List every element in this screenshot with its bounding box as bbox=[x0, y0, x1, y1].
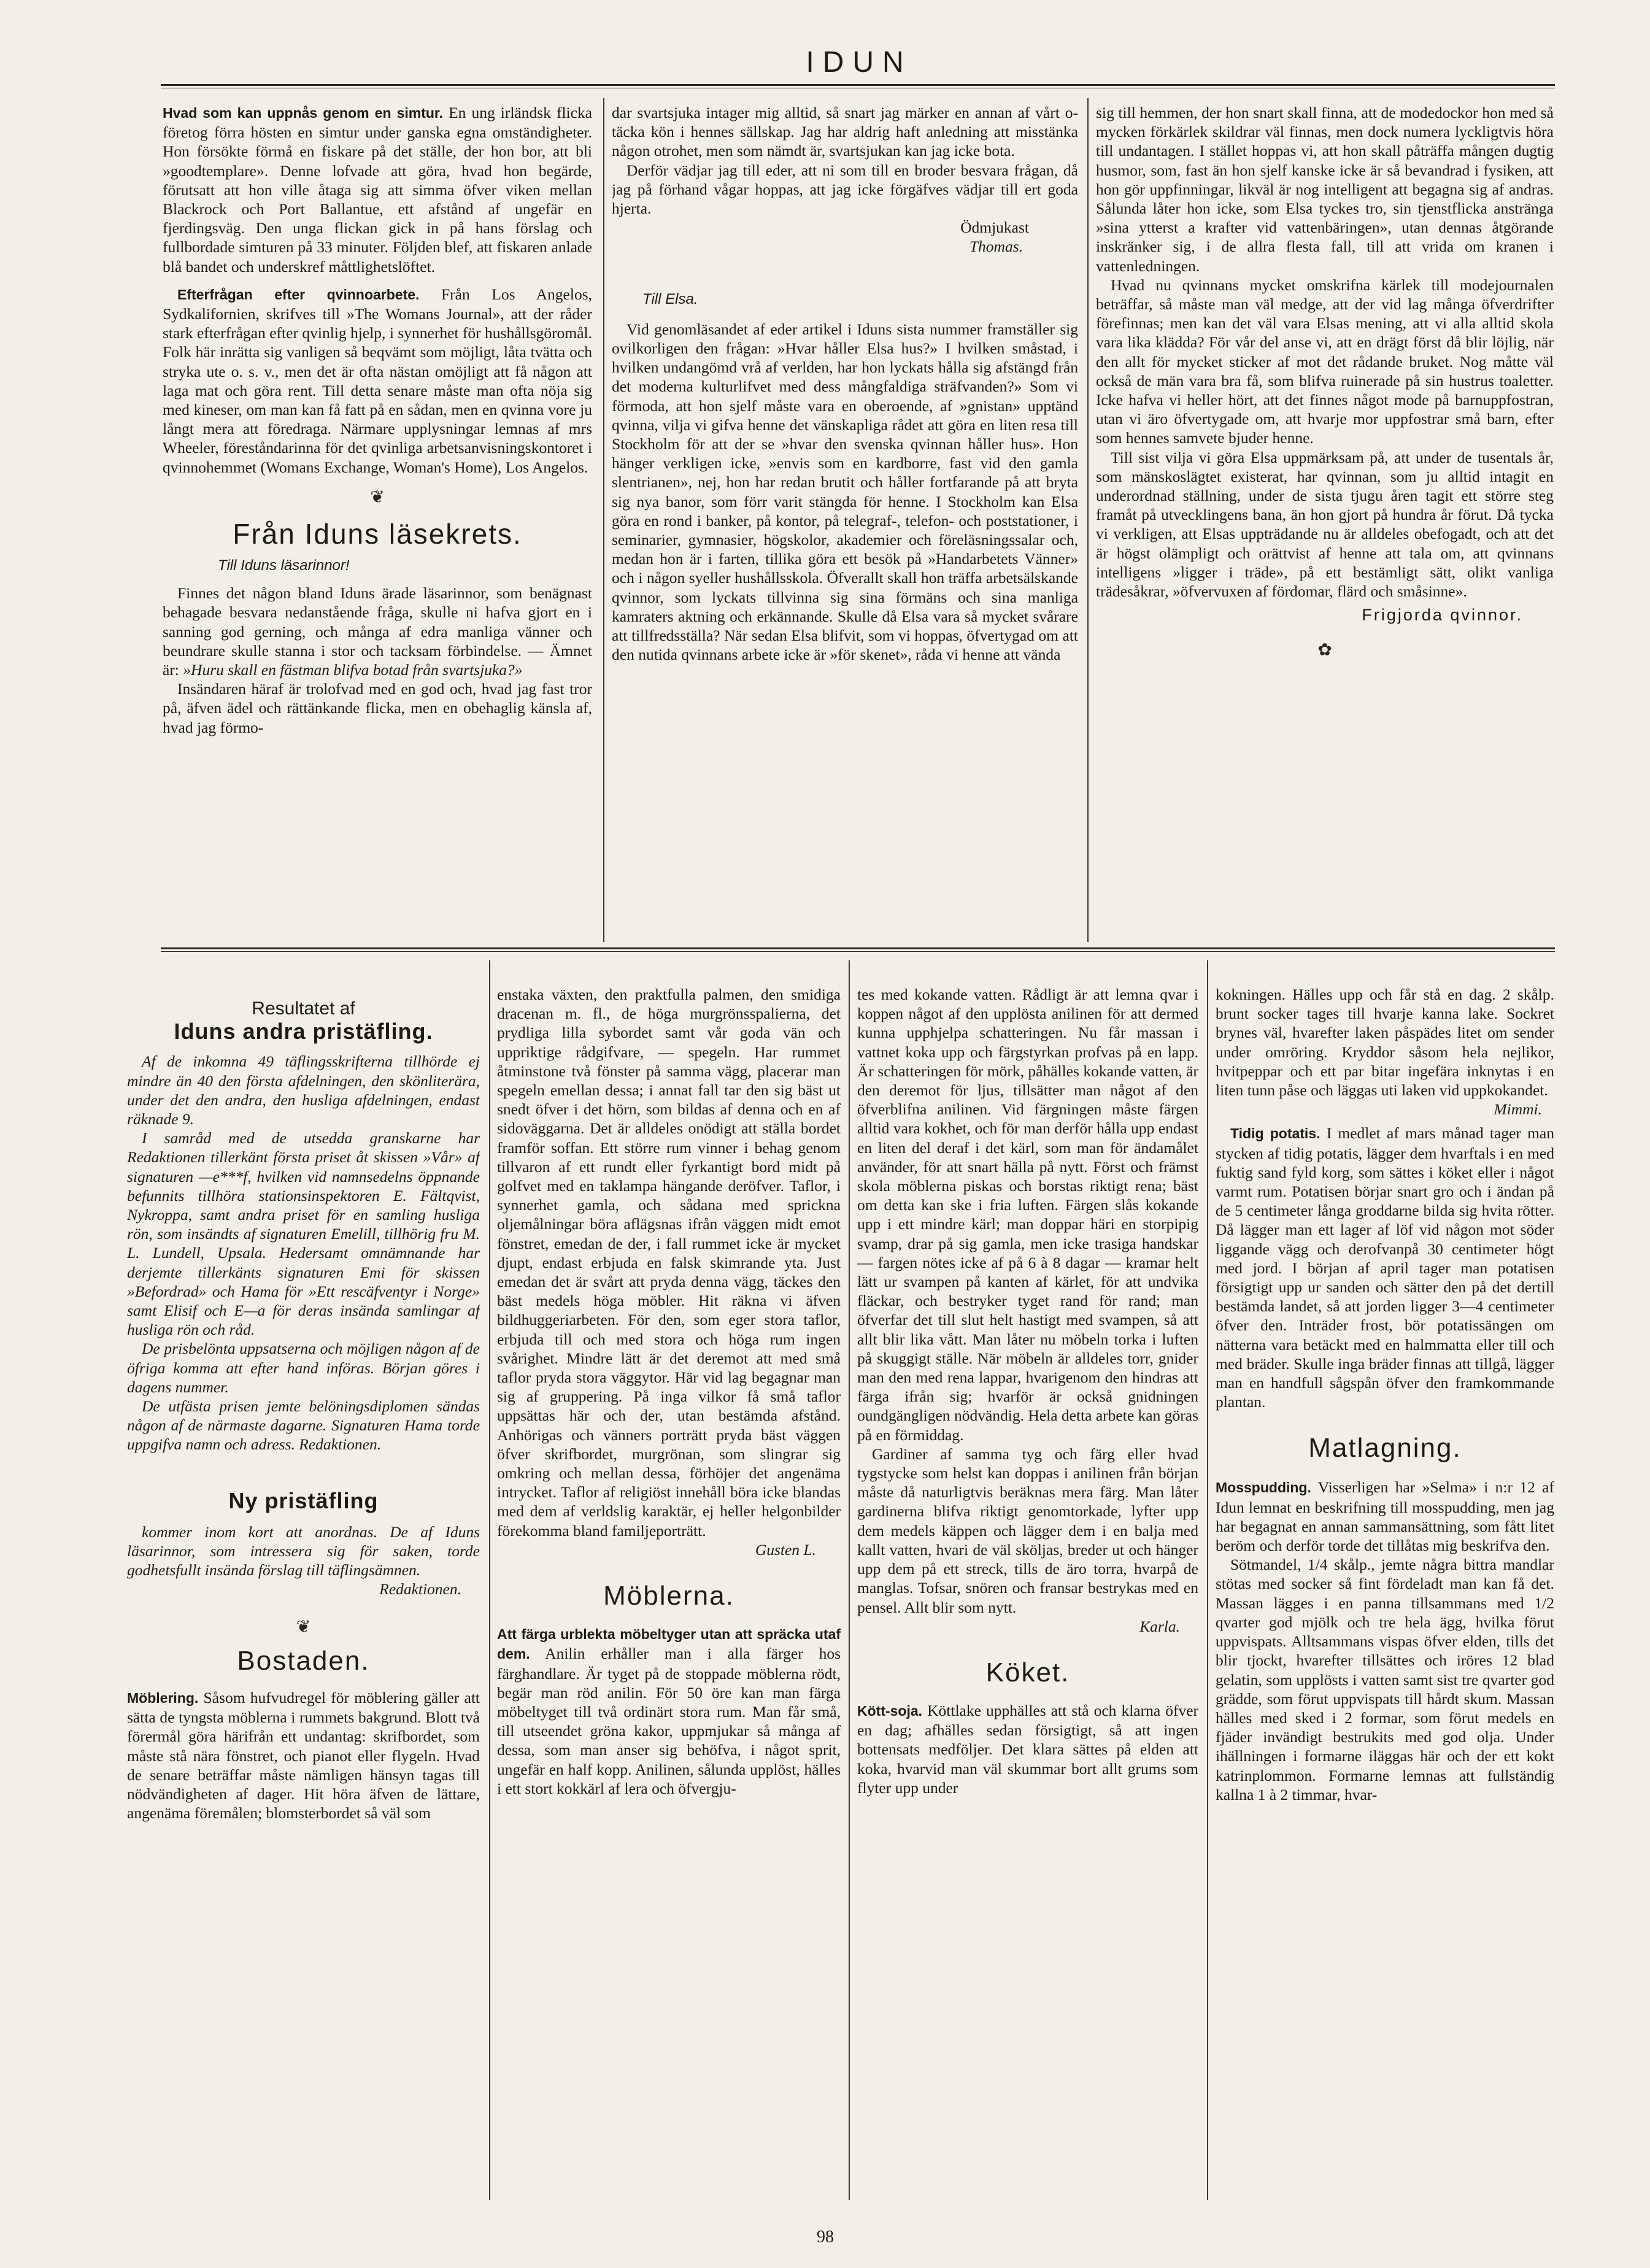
article-paragraph: Gardiner af samma tyg och färg eller hvad tygstycke som helst kan doppas i anilinen från början måste då naturligtvis beräknas mera färg. Man låter gardinerna blifva riktigt genomtorkade, lyfter upp dem medels käppen och lägger dem i en balja med kallt vatten, hvari de väl sköljas, breder ut och hänger upp dem på ett streck, tills de äro torra, hvarpå de manglas. Tofsar, snören och fransar bestrykas med en pensel. Allt blir som nytt. bbox=[857, 1444, 1198, 1616]
article-text: Finnes det någon bland Iduns ärade läsarinnor, som benägnast behagade besvara nedanstående fråga, skulle ni hafva gjort en i sanning god gerning, och många af edra manliga vänner och beundrare skulle stanna i stor och tacksam förbindelse. — Ämnet är: bbox=[163, 584, 592, 679]
column-5 bbox=[497, 985, 841, 2212]
column-3 bbox=[1096, 103, 1554, 944]
article-paragraph: Vid genomläsandet af eder artikel i Iduns sista nummer framställer sig ovilkorligen den frågan: »Hvar håller Elsa hus?» I hvilken småstad, i hvilken undangömd vrå af verlden, har hon lyckats hålla sig afstängd från det moderna kulturlifvet med dess mångfaldiga sträfvanden?» Som vi förmoda, att hon sjelf måste vara en oberoende, af »gnistan» upptänd qvinna, vilja vi gifva henne det vänskapliga rådet att göra en liten resa till Stockholm för att der se »hvar den svenska qvinnan håller hus». Hon hänger verkligen icke, »envis som en kardborre, fast vid den gamla slentrianen», nej, hon har redan brutit och håller fortfarande på att bryta sig nya banor, som förr varit stängda för henne. I Stockholm kan Elsa göra en rond i banker, på kontor, på telegraf-, telefon- och poststationer, i seminarier, gymnasier, högskolor, akademier och föreläsningssalar och, medan hon är i farten, tillika göra ett besök på »Handarbetets Vänner» och i någon syeller hushållsskola. Öfverallt skall hon träffa arbetsälskande qvinnor, som lyckats tillvinna sig sina förmäns och sina manliga kamraters aktning och erkännande. Skulle då Elsa vara så mycket svårare att tillfredsställa? När sedan Elsa blifvit, som vi hoppas, öfvertygad om att den nutida qvinnans arbete icke är »för skenet», råda vi henne att vända bbox=[612, 320, 1078, 664]
article-paragraph bbox=[1216, 1124, 1554, 1411]
article-text: Anilin erhåller man i alla färger hos färghandlare. Är tyget på de stoppade möblerna rödt, begär man röd anilin. För 50 öre kan man färga möbeltyget till två ordinärt stora rum. Man får små, till utseendet gröna kakor, uppmjukar så många af dessa, som man anser sig behöfva, i något sprit, ungefär en half kopp. Anilinen, sålunda upplöst, hälles i ett stort kokkärl af lera och öfvergju- bbox=[497, 1645, 841, 1797]
article-heading: Hvad som kan uppnås genom en simtur. bbox=[163, 105, 443, 121]
article-paragraph bbox=[497, 1624, 841, 1798]
article-paragraph: kokningen. Hälles upp och får stå en dag. 2 skålp. brunt socker tages till hvarje kanna lake. Sockret brynes väl, hvarefter laken påspädes litet om sender under omröring. Kryddor såsom hela nejlikor, hvitpeppar och ett par bitar ingefära inknytas i en liten tunn påse och läggas uti laken vid uppkokandet. bbox=[1216, 986, 1554, 1100]
article-paragraph: De prisbelönta uppsatserna och möjligen någon af de öfriga komma att efter hand införas. Början göres i dagens nummer. bbox=[127, 1340, 480, 1396]
middle-rule bbox=[161, 947, 1555, 949]
column-divider bbox=[849, 960, 850, 2200]
letter-closing: Ödmjukast bbox=[960, 218, 1029, 237]
signature: Gusten L. bbox=[755, 1540, 816, 1559]
article-heading: Tidig potatis. bbox=[1230, 1125, 1320, 1142]
article-paragraph: enstaka växten, den praktfulla palmen, den smidiga dracenan m. fl., de höga murgrönsspalierna, det prydliga lilla sybordet samt vår goda vän och uppriktige rådgifvare, — spegeln. Har rummet åtminstone två fönster på samma vägg, placerar man spegeln emellan dessa; i annat fall tar den sig bäst ut snedt öfver i det hörn, som bildas af denna och en af sidoväggarna. Det är alldeles onödigt att ställa bordet framför soffan. Ett större rum vinner i behag genom tillvaron af ett rundt eller fyrkantigt bord midt på golfvet med en taklampa hängande deröfver. Taflor, i synnerhet gamla, och sådana med sprickna oljemålningar böra aflägsnas ifrån väggen midt emot fönstret, emedan de der, i fall rummet icke är mycket djupt, endast erbjuda en falsk skimrande yta. Just emedan det är svårt att pryda denna vägg, täckes den bäst medels höga möbler. Hit räkna vi äfven bildhuggeriarbeten. För den, som eger stora taflor, erbjuda till och med stora och höga rum ingen svårighet. Mindre lätt är det deremot att med små taflor pryda stora väggytor. Här vid lag begagnar man sig af gruppering. På inga vilkor få små taflor uppsättas här och der, utan bestämda afstånd. Anhörigas och vänners porträtt pryda bäst väggen öfver skrifbordet, murgrönan, som slingrar sig omkring och mellan dessa, förhöjer det angenäma intrycket. Taflor af religiöst innehåll böra icke blandas med dem af verldslig karaktär, ej heller helgonbilder förekomma bland familjeporträtt. bbox=[497, 986, 841, 1540]
article-paragraph: sig till hemmen, der hon snart skall finna, att de modedockor hon med så mycken förkärlek skildrar väl finnas, men dock numera lyckligtvis höra till undantagen. I stället hoppas vi, att hon skall påträffa mången dugtig husmor, som, fast än hon sjelf kanske icke är så bevandrad i fysiken, att hon gör uppfinningar, likväl är nog intelligent att begagna sig af andras. Sålunda låter hon icke, som Elsa tyckes tro, sin tjenstflicka anstränga »sina ytterst a krafter vid vattenbäringen», utan dennas åtgörande inskränker sig, i de allra flesta fall, till att vrida om kranen i vattenledningen. bbox=[1096, 104, 1554, 275]
column-divider bbox=[489, 960, 490, 2200]
ornament: ✿ bbox=[1317, 641, 1332, 660]
article-paragraph bbox=[857, 1701, 1198, 1797]
article-paragraph: Insändaren häraf är trolofvad med en god och, hvad jag fast tror på, äfven ädel och rättänkande flicka, men en obehaglig känsla af, hvad jag förmo- bbox=[163, 680, 592, 736]
article-text: I medlet af mars månad tager man stycken af tidig potatis, lägger dem hvarftals i en med fuktig sand fyld korg, som sättes i köket eller i något varmt rum. Potatisen börjar snart gro och i ändan på de 5 centimeter långa groddarne bilda sig hvita rötter. Då lägger man ett lager af löf vid någon mot söder liggande vägg och derofvanpå 30 centimeter högt med jord. I början af april tager man potatisen försigtigt upp ur sanden och sätter den på det dertill bestämda landet, så att jorden ligger 3—4 centimeter öfver den. Inträder frost, bör potatissängen om nätterna vara betäckt med en halmmatta eller till och med bräder. Skulle inga bräder finnas att tillgå, lägger man en handfull sågspån öfver den framkommande plantan. bbox=[1216, 1124, 1554, 1411]
article-paragraph bbox=[163, 103, 592, 276]
column-divider bbox=[603, 98, 604, 942]
column-divider bbox=[1207, 960, 1208, 2200]
question-text: »Huru skall en fästman blifva botad från svartsjuka?» bbox=[183, 661, 523, 679]
article-text: Såsom hufvudregel för möblering gäller att sätta de tyngsta möblerna i rummets bakgrund. Blott två förermål göra härifrån ett undantag: skrifbordet, som måste stå nära fönstret, och pianot eller flygeln. Hvad de senare beträffar måste nämligen hänsyn tagas till nödvändigheten af dager. Hit höra äfven de lättare, angenäma föremålen; blomsterbordet så väl som bbox=[127, 1688, 480, 1822]
section-title: Köket. bbox=[985, 1657, 1070, 1688]
article-paragraph: Hvad nu qvinnans mycket omskrifna kärlek till modejournalen beträffar, så måste man väl medge, att der vid lag många öfverdrifter förefinnas; men kan det väl vara Elsas mening, att vi alla alltid skola vara lika klädda? För vår del anse vi, att en drägt först då blir löjlig, när den allt för mycket sticker af mot det rådande bruket. Nog måtte väl också de män vara bra få, som blifva ruinerade på sin hustrus toaletter. Icke hafva vi heller hört, att det finnes något mode på barnuppfostran, utan vi äro öfvertygade om, att hvarje mor uppfostrar små barn, efter som hennes samvete bjuder henne. bbox=[1096, 276, 1554, 447]
article-text: De utfästa prisen jemte belöningsdiplomen sändas någon af de närmaste dagarne. Signaturen Hama torde uppgifva namn och adress. bbox=[127, 1397, 480, 1454]
section-title: Ny pristäfling bbox=[228, 1487, 379, 1513]
article-paragraph: kommer inom kort att anordnas. De af Iduns läsarinnor, som intressera sig för saken, torde godhetsfullt insända förslag till täflingsämnen. bbox=[127, 1522, 480, 1580]
section-title: Matlagning. bbox=[1308, 1433, 1462, 1464]
letter-signature: Thomas. bbox=[969, 237, 1023, 256]
article-paragraph bbox=[163, 285, 592, 477]
letter-signature: Frigjorda qvinnor. bbox=[1362, 606, 1523, 625]
signature: Mimmi. bbox=[1494, 1100, 1542, 1119]
article-text: En ung irländsk flicka företog förra hösten en simtur under ganska egna omständigheter. Hon försökte förmå en fiskare på det ställe, der hon bor, att bli »goodtemplare». Denne lofvade att göra, hvad hon begärde, förutsatt att hon ville åtaga sig att simma öfver viken mellan Blackrock och Port Ballantue, ett afstånd af ungefär en fjerdingsväg. Den unga flickan gick in på hans förslag och fullbordade simturen på 33 minuter. Följden blef, att fiskaren anlade blå bandet och underskref måttlighetslöftet. bbox=[163, 104, 592, 276]
article-paragraph: Till sist vilja vi göra Elsa uppmärksam på, att under de tusentals år, som mänskoslägtet existerat, har qvinnan, som ju alltid intagit en underordnad ställning, under de sista tjugu åren tagit ett större steg framåt på utvecklingens bana, än hon gjort på hundra år förut. Då tycka vi verkligen, att Elsas uppträdande nu är alldeles obefogadt, och att det är högst olämpligt och orättvist af henne att tala om, att qvinnans intelligens »ligger i träde», på ett bestämligt sätt, olikt vanliga trädesåkrar, »öfvervuxen af fördomar, flärd och småsinne». bbox=[1096, 448, 1554, 601]
article-heading: Efterfrågan efter qvinnoarbete. bbox=[177, 286, 420, 303]
ornament: ❦ bbox=[296, 1617, 311, 1637]
article-paragraph: Af de inkomna 49 täflingsskrifterna tillhörde ej mindre än 40 den första afdelningen, den skönliterära, under det den andra, den husliga afdelningen, endast räknade 9. bbox=[127, 1052, 480, 1128]
article-paragraph bbox=[163, 584, 592, 679]
article-text: Från Los Angelos, Sydkalifornien, skrifves till »The Womans Journal», att der råder stark efterfrågan efter qvinlig hjelp, i synnerhet för hushållsgöromål. Folk här inrätta sig vanligen så beqvämt som möjligt, låta tvätta och stryka ute o. s. v., men det är ofta nästan omöjligt att få någon att laga mat och göra rent. Till detta senare måste man ofta nöja sig med kineser, om man kan få fatt på en sådan, men en qvinna vore ju långt mera att föredraga. Närmare upplysningar lemnas af mrs Wheeler, föreståndarinna för det qvinliga arbetsanvisningskontoret i qvinnohemmet (Womans Exchange, Woman's Home), Los Angelos. bbox=[163, 285, 592, 476]
article-paragraph: tes med kokande vatten. Rådligt är att lemna qvar i koppen något af den upplösta anilinen för att dermed kunna upphjelpa schatteringen. Nu får massan i vattnet koka upp och färgstyrkan profvas på en lapp. Är schatteringen för mörk, påhälles kokande vatten, är den deremot för ljus, tillsätter man något af den öfverblifna anilinen. Vid färgningen måste färgen alltid vara kokhet, och för man derför hålla upp endast en liten del deraf i det kärl, som man för ändamålet använder, för att snart hälla på nytt. Först och främst skola möblerna piskas och borstas riktigt rena; bäst om detta kan ske i fria luften. Färgen slås kokande upp i ett mindre kärl; man doppar häri en storpipig svamp, drar på sig gamla, men icke trasiga handskar — fargen nötes icke af på 6 à 8 dagar — kramar helt lätt ur svampen på kanten af kärlet, för att undvika fläckar, och bestryker tyget rand för rand; man öfverfar det till slut helt hastigt med svampen, så att allt blir lika vått. Man låter nu möbeln torka i luften på skuggigt ställe. När möbeln är alldeles torr, gnider man den med rena lappar, hvarigenom den hindras att färga ifrån sig; hvarför är också gnidningen oundgängligen nödvändig. Hela detta arbete kan göras på en förmiddag. bbox=[857, 986, 1198, 1444]
masthead: IDUN bbox=[806, 46, 912, 79]
section-heading: Resultatet af bbox=[252, 998, 355, 1019]
article-paragraph bbox=[127, 1397, 480, 1454]
article-heading: Möblering. bbox=[127, 1689, 199, 1706]
page-number: 98 bbox=[817, 2228, 834, 2247]
signature: Redaktionen. bbox=[299, 1435, 382, 1454]
ornament: ❦ bbox=[370, 487, 385, 507]
signature: Redaktionen. bbox=[379, 1580, 461, 1599]
letter-address: Till Elsa. bbox=[642, 290, 698, 307]
article-paragraph: I samråd med de utsedda granskarne har Redaktionen tillerkänt första priset åt skissen »Vår» af signaturen —e***f, hvilken vid namnsedelns öppnande befunnits tillhöra stationsinspektoren E. Fältqvist, Nykroppa, samt andra priset för en samling husliga rön, som insändts af signaturen Emelill, tillhörig fru M. L. Lundell, Upsala. Hedersamt omnämnande har derjemte tillerkänts signaturen Emi för skissen »Befordrad» och Hama för »Ett rescäfventyr i Norge» samt Elisif och E—a för deras insända samlingar af husliga rön och råd. bbox=[127, 1129, 480, 1339]
letter-address: Till Iduns läsarinnor! bbox=[218, 557, 350, 574]
column-2 bbox=[612, 103, 1078, 944]
article-text: Köttlake upphälles att stå och klarna öfver en dag; afhälles sedan försigtigt, så att ingen bottensats medföljer. Det klara sättes på elden att koka, hvarvid man väl skummar bort allt grums som flyter upp under bbox=[857, 1701, 1198, 1797]
article-paragraph bbox=[127, 1688, 480, 1822]
section-title: Från Iduns läsekrets. bbox=[233, 518, 522, 550]
signature: Karla. bbox=[1139, 1617, 1180, 1635]
article-heading: Mosspudding. bbox=[1216, 1479, 1311, 1496]
article-paragraph: Derför vädjar jag till eder, att ni som till en broder besvara frågan, då jag på förhand vågar hoppas, att jag icke förgäfves vädjar till ert goda hjerta. bbox=[612, 161, 1078, 218]
section-title: Möblerna. bbox=[603, 1581, 734, 1611]
column-6 bbox=[857, 985, 1198, 2212]
section-title: Iduns andra pristäfling. bbox=[174, 1019, 433, 1044]
column-7 bbox=[1216, 985, 1554, 2212]
article-paragraph bbox=[1216, 1478, 1554, 1555]
column-1 bbox=[163, 103, 592, 944]
article-paragraph: Sötmandel, 1/4 skålp., jemte några bittra mandlar stötas med socker så fint fördeladt man kan få det. Massan lägges i en panna tillsammans med 1/2 qvarter god mjölk och tre hela ägg, hvilka förut uppvispats. Alltsammans vispas öfver elden, tills det blir tjockt, hvarefter tillsättes och iröres 12 blad gelatin, som upplösts i vatten samt sist tre qvarter god grädde, som förut uppvispats till hårdt skum. Massan hälles med sked i 2 formar, som förut medels en fjäder invändigt bestrukits med god olja. Under ihällningen i formarne iläggas här och der ett kokt katrinplommon. Formarne lemnas att fullständig kallna 1 à 2 timmar, hvar- bbox=[1216, 1556, 1554, 1803]
middle-rule-thin bbox=[161, 951, 1555, 952]
article-heading: Att färga urblekta möbeltyger utan att spräcka utaf dem. bbox=[497, 1626, 841, 1662]
column-4 bbox=[127, 976, 480, 2209]
section-title: Bostaden. bbox=[237, 1645, 370, 1676]
article-heading: Kött-soja. bbox=[857, 1702, 923, 1719]
article-text: Visserligen har »Selma» i n:r 12 af Idun lemnat en beskrifning till mosspudding, men jag har begagnat en annan sammansättning, som fått litet beröm och derför torde det tillåtas mig beskrifva den. bbox=[1216, 1478, 1554, 1555]
top-rule bbox=[161, 84, 1555, 86]
column-divider bbox=[1087, 98, 1089, 942]
article-paragraph: dar svartsjuka intager mig alltid, så snart jag märker en annan af vårt o-täcka kön i hennes sällskap. Jag har aldrig haft anledning att misstänka någon otrohet, men som nämdt är, svartsjukan kan jag icke bota. bbox=[612, 104, 1078, 160]
